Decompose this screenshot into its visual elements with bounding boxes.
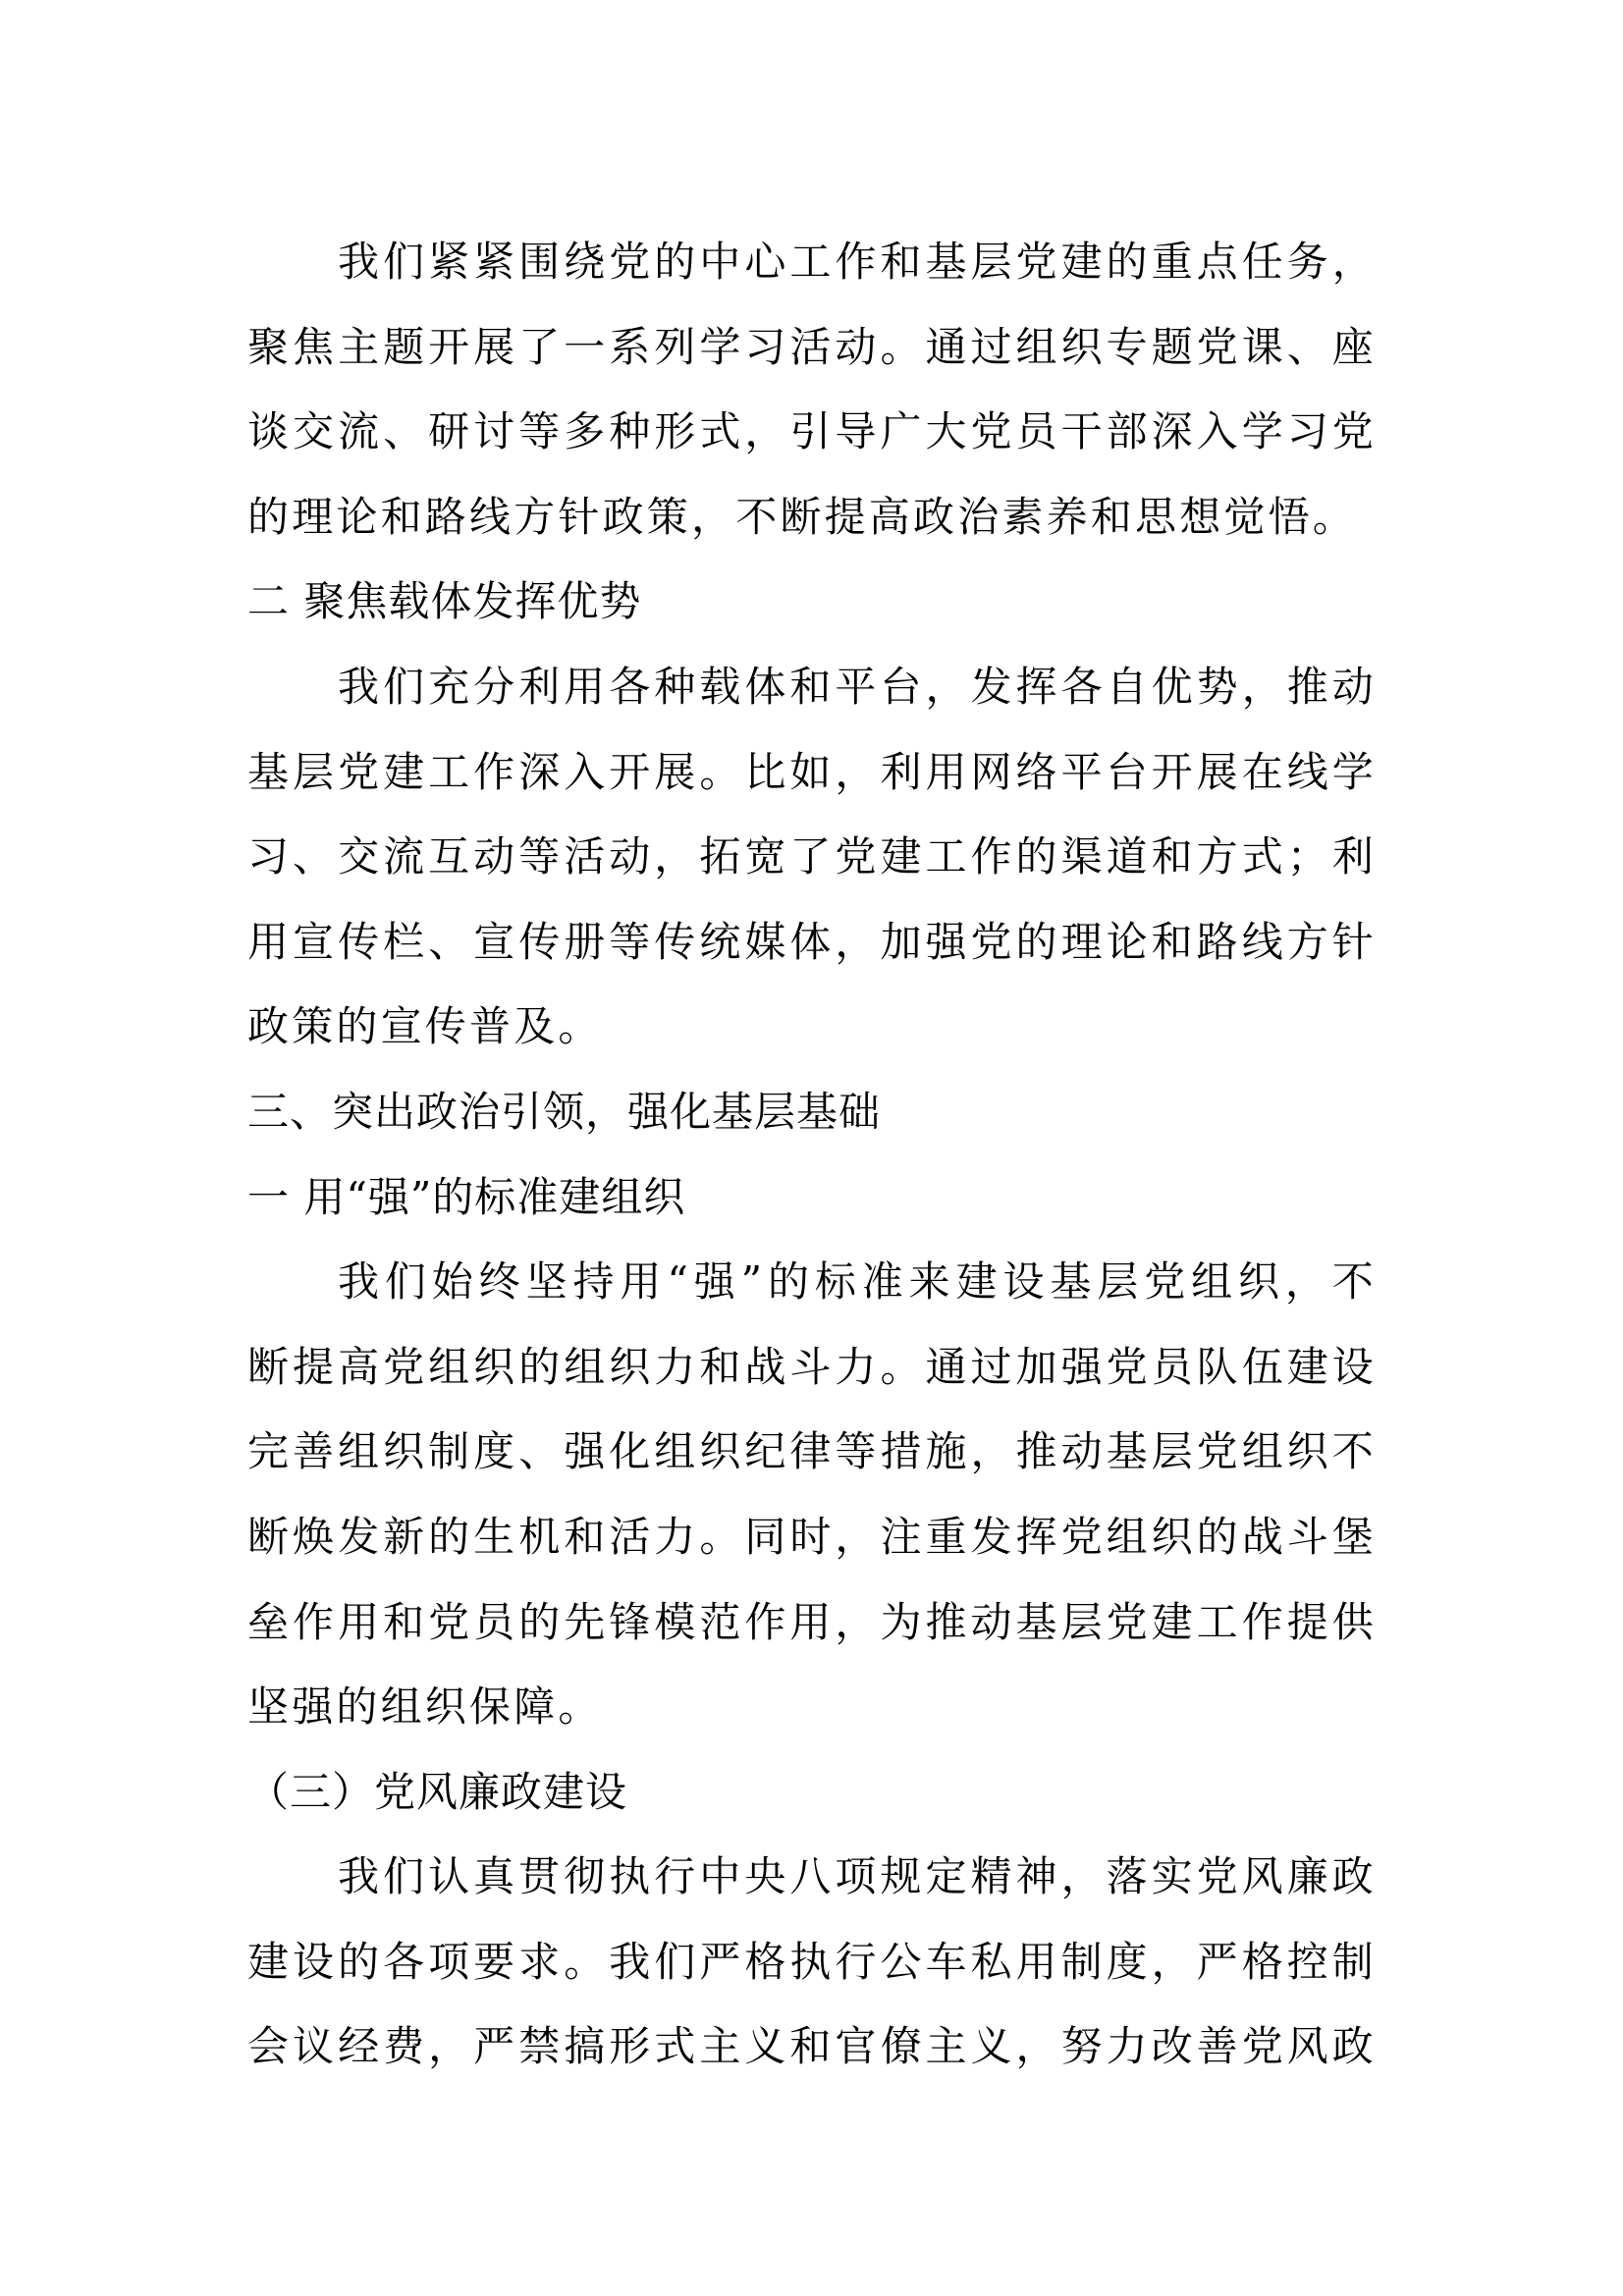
paragraph-line: 我们充分利用各种载体和平台，发挥各自优势，推动 [338, 662, 1377, 711]
paragraph-line: 坚强的组织保障。 [247, 1682, 603, 1732]
subsection-heading: 一 用“强”的标准建组织 [247, 1172, 686, 1221]
paragraph-line: 我们认真贯彻执行中央八项规定精神，落实党风廉政 [338, 1852, 1377, 1901]
paragraph-line: 用宣传栏、宣传册等传统媒体，加强党的理论和路线方针 [247, 917, 1377, 966]
paragraph-line: 断提高党组织的组织力和战斗力。通过加强党员队伍建设 [247, 1342, 1377, 1391]
paragraph-line: 完善组织制度、强化组织纪律等措施，推动基层党组织不 [247, 1427, 1377, 1476]
paragraph-line: 聚焦主题开展了一系列学习活动。通过组织专题党课、座 [247, 322, 1377, 371]
paragraph-line: 政策的宣传普及。 [247, 1002, 603, 1051]
paragraph-line: 习、交流互动等活动，拓宽了党建工作的渠道和方式；利 [247, 832, 1377, 881]
paragraph-line: 会议经费，严禁搞形式主义和官僚主义，努力改善党风政 [247, 2022, 1377, 2071]
paragraph-line: 基层党建工作深入开展。比如，利用网络平台开展在线学 [247, 747, 1377, 796]
section-heading: 三、突出政治引领，强化基层基础 [247, 1087, 882, 1136]
paragraph-line: 谈交流、研讨等多种形式，引导广大党员干部深入学习党 [247, 407, 1377, 456]
paragraph-line: 垒作用和党员的先锋模范作用，为推动基层党建工作提供 [247, 1597, 1377, 1646]
paragraph-line: 建设的各项要求。我们严格执行公车私用制度，严格控制 [247, 1937, 1377, 1986]
paragraph-line: 我们紧紧围绕党的中心工作和基层党建的重点任务， [338, 238, 1377, 286]
section-heading: 二 聚焦载体发挥优势 [247, 577, 642, 626]
paragraph-line: 我们始终坚持用“强”的标准来建设基层党组织，不 [338, 1257, 1377, 1307]
subsection-heading: （三）党风廉政建设 [247, 1767, 628, 1816]
document-page [247, 220, 1377, 2090]
paragraph-line: 的理论和路线方针政策，不断提高政治素养和思想觉悟。 [247, 492, 1358, 541]
paragraph-line: 断焕发新的生机和活力。同时，注重发挥党组织的战斗堡 [247, 1512, 1377, 1561]
